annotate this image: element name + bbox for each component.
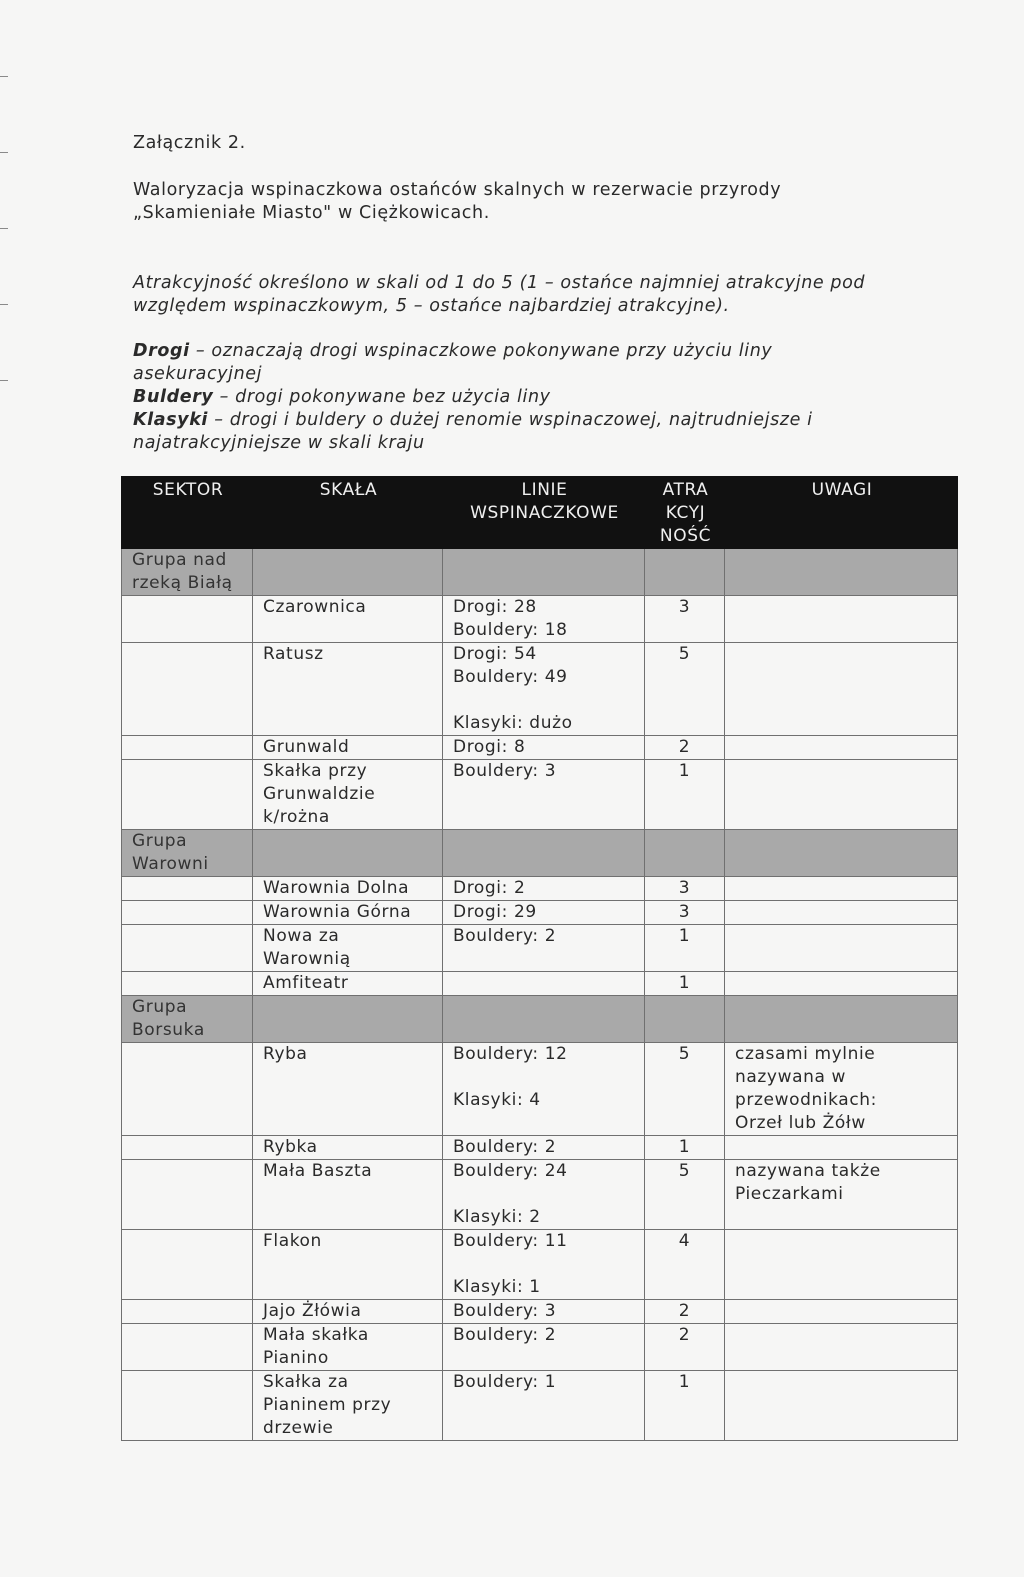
cell-line: Grunwald [263, 737, 350, 757]
cell-line: Pianinem przy [263, 1395, 392, 1415]
cell-line: Drogi: 28 [453, 597, 537, 617]
linie-cell [443, 1136, 645, 1160]
cell-line: Orzeł lub Żółw [735, 1113, 866, 1133]
uwagi-cell [725, 901, 958, 925]
skala-cell [253, 1300, 443, 1324]
linie-cell [443, 643, 645, 736]
sektor-cell [122, 901, 253, 925]
cell-line: Drogi: 8 [453, 737, 526, 757]
table-row [122, 1324, 958, 1371]
skala-cell [253, 1324, 443, 1371]
legend-definition: – oznaczają drogi wspinaczkowe pokonywane przy użyciu liny [189, 341, 773, 361]
uwagi-cell [725, 1300, 958, 1324]
table-row [122, 972, 958, 996]
empty-cell [645, 549, 725, 596]
skala-cell [253, 877, 443, 901]
linie-cell [443, 736, 645, 760]
uwagi-cell [725, 877, 958, 901]
skala-cell [253, 596, 443, 643]
empty-cell [725, 549, 958, 596]
cell-line: drzewie [263, 1418, 334, 1438]
scan-edge-mark [0, 228, 8, 229]
sektor-cell [122, 1043, 253, 1136]
sektor-cell [122, 877, 253, 901]
sektor-cell [122, 643, 253, 736]
uwagi-cell [725, 1324, 958, 1371]
atrakcyjnosc-cell: 3 [645, 596, 725, 643]
cell-line: Klasyki: dużo [453, 713, 573, 733]
cell-line: Drogi: 54 [453, 644, 537, 664]
cell-line: Mała Baszta [263, 1161, 373, 1181]
linie-cell [443, 1160, 645, 1230]
empty-cell [443, 549, 645, 596]
cell-line: Bouldery: 49 [453, 667, 568, 687]
uwagi-cell [725, 1136, 958, 1160]
sector-group-row [122, 830, 958, 877]
title-line-1: Waloryzacja wspinaczkowa ostańców skalnych w rezerwacie przyrody [133, 180, 782, 200]
legend-buldery [133, 387, 551, 407]
atrakcyjnosc-cell: 1 [645, 1136, 725, 1160]
skala-cell [253, 972, 443, 996]
cell-line: Warownia Dolna [263, 878, 410, 898]
cell-line: Nowa za [263, 926, 340, 946]
atrakcyjnosc-cell: 2 [645, 1324, 725, 1371]
legend-klasyki-cont: najatrakcyjniejsze w skali kraju [133, 433, 425, 453]
uwagi-cell [725, 1230, 958, 1300]
table-row [122, 760, 958, 830]
empty-cell [645, 830, 725, 877]
atrakcyjnosc-cell: 1 [645, 1371, 725, 1441]
table-body [122, 549, 958, 1441]
cell-line [453, 1183, 636, 1206]
legend-term: Klasyki [133, 410, 209, 430]
linie-cell [443, 1300, 645, 1324]
cell-line: Bouldery: 12 [453, 1044, 568, 1064]
linie-cell [443, 1371, 645, 1441]
legend-definition: – drogi i buldery o dużej renomie wspinaczowej, najtrudniejsze i [208, 410, 813, 430]
table-header-row [122, 477, 958, 549]
header-uwagi: UWAGI [725, 477, 958, 549]
legend-drogi [133, 341, 772, 361]
legend-klasyki [133, 410, 813, 430]
empty-cell [443, 830, 645, 877]
skala-cell [253, 1371, 443, 1441]
table-row [122, 1160, 958, 1230]
cell-line: Skałka za [263, 1372, 349, 1392]
cell-line: przewodnikach: [735, 1090, 877, 1110]
cell-line: Drogi: 2 [453, 878, 526, 898]
skala-cell [253, 643, 443, 736]
sector-name [122, 830, 253, 877]
linie-cell [443, 925, 645, 972]
linie-cell [443, 1230, 645, 1300]
table-row [122, 925, 958, 972]
cell-line: Grupa [132, 831, 188, 851]
cell-line: Klasyki: 1 [453, 1277, 541, 1297]
cell-line: Rybka [263, 1137, 318, 1157]
sektor-cell [122, 596, 253, 643]
cell-line: Warownią [263, 949, 351, 969]
atrakcyjnosc-cell: 5 [645, 1160, 725, 1230]
scan-edge-mark [0, 76, 8, 77]
table-row [122, 736, 958, 760]
sector-group-row [122, 996, 958, 1043]
cell-line: Bouldery: 2 [453, 926, 557, 946]
atrakcyjnosc-cell: 2 [645, 736, 725, 760]
cell-line: Warowni [132, 854, 209, 874]
header-sektor: SEKTOR [122, 477, 253, 549]
atrakcyjnosc-cell: 4 [645, 1230, 725, 1300]
cell-line: Bouldery: 2 [453, 1325, 557, 1345]
legend-term: Buldery [133, 387, 214, 407]
cell-line: Mała skałka [263, 1325, 369, 1345]
title-line-2: „Skamieniałe Miasto" w Ciężkowicach. [133, 203, 490, 223]
linie-cell [443, 972, 645, 996]
table-row [122, 1371, 958, 1441]
scan-edge-mark [0, 304, 8, 305]
linie-cell [443, 596, 645, 643]
cell-line: Ratusz [263, 644, 324, 664]
uwagi-cell [725, 1371, 958, 1441]
skala-cell [253, 1136, 443, 1160]
cell-line: Jajo Żłówia [263, 1301, 362, 1321]
cell-line: Bouldery: 3 [453, 1301, 557, 1321]
cell-line: Bouldery: 11 [453, 1231, 568, 1251]
sektor-cell [122, 1371, 253, 1441]
cell-line: nazywana także [735, 1161, 881, 1181]
cell-line: Bouldery: 18 [453, 620, 568, 640]
cell-line: Flakon [263, 1231, 322, 1251]
skala-cell [253, 760, 443, 830]
empty-cell [725, 830, 958, 877]
empty-cell [645, 996, 725, 1043]
cell-line: czasami mylnie [735, 1044, 876, 1064]
sektor-cell [122, 760, 253, 830]
scale-note-line-1: Atrakcyjność określono w skali od 1 do 5 (1 – ostańce najmniej atrakcyjne pod [133, 273, 866, 293]
skala-cell [253, 1043, 443, 1136]
atrakcyjnosc-cell: 2 [645, 1300, 725, 1324]
atrakcyjnosc-cell: 5 [645, 1043, 725, 1136]
empty-cell [253, 996, 443, 1043]
cell-line: Klasyki: 4 [453, 1090, 541, 1110]
sektor-cell [122, 1136, 253, 1160]
cell-line: Warownia Górna [263, 902, 412, 922]
skala-cell [253, 1230, 443, 1300]
legend-drogi-cont: asekuracyjnej [133, 364, 263, 384]
skala-cell [253, 1160, 443, 1230]
sektor-cell [122, 1300, 253, 1324]
sector-group-row [122, 549, 958, 596]
table-row [122, 1300, 958, 1324]
sektor-cell [122, 925, 253, 972]
linie-cell [443, 901, 645, 925]
sector-name [122, 996, 253, 1043]
linie-cell [443, 1324, 645, 1371]
legend-definition: – drogi pokonywane bez użycia liny [213, 387, 551, 407]
cell-line: Bouldery: 3 [453, 761, 557, 781]
sektor-cell [122, 972, 253, 996]
atrakcyjnosc-cell: 1 [645, 925, 725, 972]
climbing-valuation-table [121, 476, 958, 1441]
cell-line: Grupa nad [132, 550, 227, 570]
scale-note-line-2: względem wspinaczkowym, 5 – ostańce najbardziej atrakcyjne). [133, 296, 730, 316]
cell-line [453, 689, 636, 712]
legend-term: Drogi [133, 341, 190, 361]
skala-cell [253, 736, 443, 760]
table-row [122, 596, 958, 643]
cell-line: Skałka przy [263, 761, 368, 781]
empty-cell [443, 996, 645, 1043]
uwagi-cell [725, 643, 958, 736]
table-row [122, 877, 958, 901]
cell-line: nazywana w [735, 1067, 846, 1087]
table-row [122, 1230, 958, 1300]
sektor-cell [122, 1230, 253, 1300]
uwagi-cell [725, 596, 958, 643]
empty-cell [253, 830, 443, 877]
scan-edge-mark [0, 380, 8, 381]
skala-cell [253, 925, 443, 972]
sektor-cell [122, 736, 253, 760]
sector-name [122, 549, 253, 596]
linie-cell [443, 760, 645, 830]
empty-cell [253, 549, 443, 596]
cell-line: Grupa [132, 997, 188, 1017]
table-row [122, 1043, 958, 1136]
table-row [122, 643, 958, 736]
empty-cell [725, 996, 958, 1043]
cell-line [453, 1253, 636, 1276]
table-row [122, 1136, 958, 1160]
uwagi-cell [725, 736, 958, 760]
atrakcyjnosc-cell: 3 [645, 901, 725, 925]
atrakcyjnosc-cell: 1 [645, 972, 725, 996]
cell-line [453, 1066, 636, 1089]
header-atrakcyjnosc: ATRA KCYJ NOŚĆ [645, 477, 725, 549]
uwagi-cell [725, 925, 958, 972]
linie-cell [443, 877, 645, 901]
atrakcyjnosc-cell: 3 [645, 877, 725, 901]
uwagi-cell [725, 1043, 958, 1136]
cell-line: Drogi: 29 [453, 902, 537, 922]
scan-edge-mark [0, 152, 8, 153]
cell-line: Borsuka [132, 1020, 205, 1040]
cell-line: k/rożna [263, 807, 330, 827]
header-linie: LINIE WSPINACZKOWE [443, 477, 645, 549]
cell-line: Grunwaldzie [263, 784, 376, 804]
cell-line: Amfiteatr [263, 973, 349, 993]
header-skala: SKAŁA [253, 477, 443, 549]
cell-line: Pieczarkami [735, 1184, 844, 1204]
annex-label: Załącznik 2. [133, 133, 246, 153]
cell-line: Bouldery: 2 [453, 1137, 557, 1157]
cell-line: Czarownica [263, 597, 367, 617]
cell-line: Bouldery: 24 [453, 1161, 568, 1181]
sektor-cell [122, 1324, 253, 1371]
linie-cell [443, 1043, 645, 1136]
cell-line: Pianino [263, 1348, 329, 1368]
atrakcyjnosc-cell: 1 [645, 760, 725, 830]
cell-line: Bouldery: 1 [453, 1372, 557, 1392]
cell-line: Klasyki: 2 [453, 1207, 541, 1227]
cell-line: Ryba [263, 1044, 308, 1064]
uwagi-cell [725, 1160, 958, 1230]
sektor-cell [122, 1160, 253, 1230]
uwagi-cell [725, 972, 958, 996]
cell-line: rzeką Białą [132, 573, 233, 593]
atrakcyjnosc-cell: 5 [645, 643, 725, 736]
skala-cell [253, 901, 443, 925]
table-row [122, 901, 958, 925]
uwagi-cell [725, 760, 958, 830]
